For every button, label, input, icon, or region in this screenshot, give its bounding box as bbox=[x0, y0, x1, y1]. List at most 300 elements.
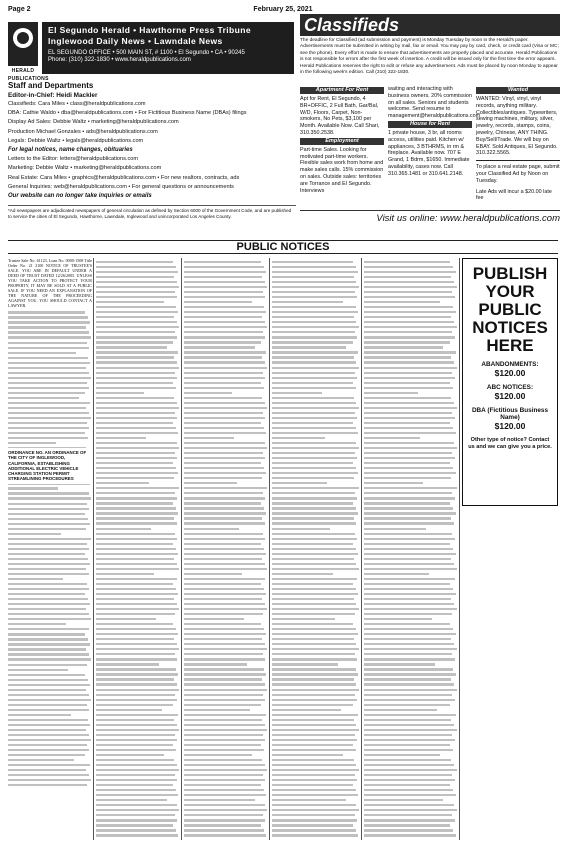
staff-row: Legals: Debbie Waltz • legals@heraldpublications.com bbox=[8, 137, 144, 144]
notice-text-line bbox=[364, 276, 451, 278]
ad-apartment: Apt for Rent, El Segundo, 4 BR+OFFIC, 2 Full Bath, Gar/Bal, W/D, Floors, Carpet, Non-smokers, No Pets, $3,100 per Month. Available Now. Call Shari, 310.350.2538. bbox=[300, 96, 380, 136]
notice-text-line bbox=[8, 513, 85, 515]
notice-text-line bbox=[364, 296, 455, 298]
notice-text-line bbox=[96, 321, 177, 323]
notice-text-line bbox=[272, 739, 357, 741]
notice-text-line bbox=[184, 437, 234, 439]
notice-text-line bbox=[272, 754, 343, 756]
notice-text-line bbox=[96, 809, 179, 811]
notice-text-line bbox=[184, 608, 267, 610]
notice-text-line bbox=[184, 316, 262, 318]
notice-text-line bbox=[184, 507, 264, 509]
notice-text-line bbox=[96, 382, 173, 384]
notice-text-line bbox=[8, 618, 91, 620]
notice-text-line bbox=[272, 668, 356, 670]
notice-text-line bbox=[364, 341, 450, 343]
ad-employment-cont: waiting and interacting with business owners. 20% commission on all sales. Seniors and students welcome. Send resume to management@heraldpublications.com bbox=[388, 86, 481, 120]
notice-text-line bbox=[272, 286, 359, 288]
masthead-papers-line2: Inglewood Daily News • Lawndale News bbox=[48, 36, 223, 46]
staff-row: DBA: Cathie Waldo • dba@heraldpublications.com • For Fictitious Business Name (DBAs) filings bbox=[8, 110, 247, 117]
notice-text-line bbox=[272, 452, 355, 454]
notice-text-line bbox=[272, 497, 357, 499]
notice-text-line bbox=[8, 588, 89, 590]
notice-text-line bbox=[96, 482, 149, 484]
notice-text-line bbox=[364, 286, 457, 288]
notice-text-line bbox=[364, 754, 440, 756]
notice-text-line bbox=[272, 512, 358, 514]
place-ad-note: To place a real estate page, submit your Classified Ad by Noon on Tuesday. bbox=[476, 164, 560, 184]
notice-text-line bbox=[96, 724, 177, 726]
notice-text-line bbox=[272, 779, 357, 781]
notice-text-line bbox=[96, 658, 177, 660]
notice-text-line bbox=[364, 714, 456, 716]
notice-text-line bbox=[272, 533, 355, 535]
notice-text-line bbox=[272, 492, 355, 494]
notice-text-line bbox=[96, 608, 179, 610]
notice-text-line bbox=[272, 784, 353, 786]
notice-text-line bbox=[364, 306, 453, 308]
notice-text-line bbox=[184, 402, 265, 404]
notice-text-line bbox=[96, 683, 177, 685]
notice-text-line bbox=[96, 709, 162, 711]
notice-text-line bbox=[96, 699, 177, 701]
notice-text-line bbox=[364, 819, 455, 821]
notice-text-line bbox=[272, 729, 359, 731]
notice-text-line bbox=[8, 362, 90, 364]
notice-text-line bbox=[364, 633, 456, 635]
notice-text-line bbox=[184, 643, 265, 645]
notice-text-line bbox=[96, 814, 175, 816]
notice-text-line bbox=[272, 477, 354, 479]
notice-text-line bbox=[8, 603, 90, 605]
notice-text-line bbox=[364, 457, 455, 459]
notice-text-line bbox=[96, 678, 174, 680]
notice-text-line bbox=[184, 819, 265, 821]
notice-text-line bbox=[96, 507, 176, 509]
notice-text-line bbox=[8, 387, 89, 389]
notice-text-line bbox=[272, 643, 356, 645]
notice-text-line bbox=[96, 538, 177, 540]
notice-text-line bbox=[364, 744, 450, 746]
notice-text-line bbox=[272, 714, 358, 716]
notice-text-line bbox=[96, 779, 177, 781]
notice-text-line bbox=[8, 347, 89, 349]
notice-text-line bbox=[8, 553, 85, 555]
notice-text-line bbox=[96, 402, 177, 404]
staff-row: General Inquiries: web@heraldpublications.com • For general questions or announcements bbox=[8, 183, 234, 190]
notice-text-line bbox=[184, 417, 265, 419]
notice-text-line bbox=[184, 804, 265, 806]
notice-text-line bbox=[272, 427, 356, 429]
notice-text-line bbox=[96, 432, 178, 434]
notice-text-line bbox=[8, 749, 89, 751]
notice-text-line bbox=[8, 593, 85, 595]
notice-text-line bbox=[8, 357, 88, 359]
classifieds-intro: The deadline for Classified (ad submission and payment) is Monday Tuesday by noon in the Herald's paper. Advertisements must be submitted in writing by mail, fax or email. You may pay by card, check, or credit card (Visa or MC; see the phone). Every effort is made to ensure that advertisements are properly placed and accurate. Herald Publications is not responsible for errors after the first week of insertion. A credit will be issued only for the first time the error appears. Herald Publications reserves the right to edit or refuse any advertisement. Ads must be placed by noon Monday to appear in the following week's edition. Call (310) 322-1830. bbox=[300, 38, 559, 76]
notice-text-line bbox=[364, 673, 456, 675]
abc-price: $120.00 bbox=[494, 391, 526, 401]
notice-text-line bbox=[184, 492, 263, 494]
notice-text-line bbox=[184, 367, 267, 369]
notice-text-line bbox=[272, 769, 359, 771]
notice-text-line bbox=[96, 417, 177, 419]
classifieds-col-1 bbox=[300, 86, 384, 194]
notice-text-line bbox=[8, 648, 86, 650]
notice-text-line bbox=[272, 683, 356, 685]
notice-text-line bbox=[184, 553, 266, 555]
notice-text-line bbox=[364, 311, 456, 313]
notice-text-line bbox=[272, 834, 358, 836]
ad-wanted: WANTED: Vinyl, vinyl, vinyl records, anything military. Collectibles/antiques. Typewriters, sewing machines, military, silver, jewelry, records, stamps, coins, jewelry, Chinese, ANY THING. Buy/Sell/Trade. We will buy on EBAY. Sold Antiques, El Segundo. 310.322.5565. bbox=[476, 96, 558, 157]
notice-text-line bbox=[272, 467, 356, 469]
notice-text-line bbox=[184, 487, 267, 489]
adjudication-note: *Ad newspapers are adjudicated newspapers of general circulation as defined by Section 6000 of the Government Code, and are published to service the cities of El Segundo, Hawthorne, Lawndale, Inglewood and unincorporated Los Angeles County. bbox=[8, 205, 296, 220]
notice-text-line bbox=[184, 583, 261, 585]
staff-heading: Staff and Departments bbox=[8, 81, 94, 90]
notice-text-line bbox=[184, 668, 264, 670]
notice-text-line bbox=[8, 658, 91, 660]
notice-text-line bbox=[8, 769, 86, 771]
notice-text-line bbox=[184, 502, 261, 504]
notice-text-line bbox=[364, 331, 452, 333]
notice-text-line bbox=[96, 407, 179, 409]
notice-text-line bbox=[272, 367, 359, 369]
notice-text-line bbox=[96, 749, 176, 751]
notice-text-line bbox=[184, 482, 237, 484]
notice-text-line bbox=[184, 276, 262, 278]
notice-text-line bbox=[8, 568, 86, 570]
notice-text-line bbox=[184, 271, 266, 273]
notice-text-line bbox=[364, 291, 452, 293]
notice-text-line bbox=[8, 729, 86, 731]
notice-text-line bbox=[96, 472, 178, 474]
notice-text-line bbox=[96, 467, 176, 469]
notice-text-line bbox=[364, 709, 437, 711]
notice-text-line bbox=[364, 517, 451, 519]
notice-text-line bbox=[184, 653, 263, 655]
notice-column-5 bbox=[364, 258, 458, 840]
notice-text-line bbox=[364, 512, 456, 514]
notice-text-line bbox=[8, 523, 90, 525]
notice-text-line bbox=[364, 563, 454, 565]
notice-text-line bbox=[184, 699, 265, 701]
notice-text-line bbox=[184, 754, 252, 756]
notice-text-line bbox=[8, 367, 86, 369]
notice-text-line bbox=[96, 819, 177, 821]
notice-text-line bbox=[272, 326, 359, 328]
notice-text-line bbox=[8, 714, 71, 716]
notice-text-line bbox=[96, 764, 177, 766]
publish-notices-ad bbox=[462, 258, 558, 506]
notice-text-line bbox=[184, 397, 262, 399]
notice-text-line bbox=[272, 507, 356, 509]
notice-text-line bbox=[8, 342, 87, 344]
notice-text-line bbox=[8, 674, 85, 676]
notice-text-line bbox=[8, 528, 86, 530]
notice-text-line bbox=[96, 276, 174, 278]
notice-text-line bbox=[364, 668, 453, 670]
notice-text-line bbox=[272, 704, 353, 706]
notice-text-line bbox=[364, 321, 454, 323]
notice-text-line bbox=[8, 779, 91, 781]
notice-text-line bbox=[364, 492, 452, 494]
notice-text-line bbox=[184, 744, 261, 746]
notice-text-line bbox=[184, 789, 264, 791]
notice-text-line bbox=[184, 341, 261, 343]
notice-text-line bbox=[184, 593, 266, 595]
notice-text-line bbox=[272, 517, 354, 519]
notice-text-line bbox=[184, 452, 263, 454]
notice-text-line bbox=[8, 774, 89, 776]
notice-text-line bbox=[8, 518, 88, 520]
notice-text-line bbox=[272, 598, 354, 600]
notice-text-line bbox=[184, 613, 263, 615]
notice-text-line bbox=[272, 296, 357, 298]
notice-text-line bbox=[8, 694, 89, 696]
notice-text-line bbox=[184, 261, 261, 263]
notice-text-line bbox=[364, 356, 451, 358]
notice-text-line bbox=[8, 427, 89, 429]
notice-text-line bbox=[364, 462, 450, 464]
notice-text-line bbox=[8, 784, 87, 786]
notice-text-line bbox=[364, 613, 452, 615]
notice-text-line bbox=[272, 522, 356, 524]
masthead bbox=[42, 22, 294, 74]
notice-text-line bbox=[364, 482, 423, 484]
notice-text-line bbox=[184, 311, 266, 313]
notice-text-line bbox=[364, 417, 455, 419]
notice-text-line bbox=[8, 573, 89, 575]
notice-text-line bbox=[184, 538, 265, 540]
notice-text-line bbox=[96, 804, 177, 806]
notice-text-line bbox=[96, 543, 173, 545]
notice-text-line bbox=[364, 316, 451, 318]
notice-text-line bbox=[364, 618, 432, 620]
notice-text-line bbox=[184, 412, 263, 414]
notice-text-line bbox=[96, 452, 175, 454]
notice-text-line bbox=[96, 387, 176, 389]
notice-text-line bbox=[364, 593, 456, 595]
notice-text-line bbox=[364, 487, 457, 489]
notice-text-line bbox=[8, 598, 88, 600]
notice-text-line bbox=[184, 734, 263, 736]
notice-text-line bbox=[8, 508, 89, 510]
notice-text-line bbox=[8, 679, 88, 681]
notice-text-line bbox=[272, 829, 356, 831]
notice-text-line bbox=[184, 306, 264, 308]
logo-text-herald: HERALD bbox=[11, 68, 35, 74]
notice-text-line bbox=[364, 719, 451, 721]
notice-text-line bbox=[364, 638, 451, 640]
notice-text-line bbox=[96, 397, 174, 399]
notice-text-line bbox=[272, 261, 353, 263]
notice-text-line bbox=[364, 301, 440, 303]
notice-text-line bbox=[184, 779, 265, 781]
section-house: House for Rent bbox=[388, 121, 472, 128]
notice-text-line bbox=[272, 346, 346, 348]
notice-text-line bbox=[364, 497, 455, 499]
notice-text-line bbox=[8, 689, 86, 691]
staff-row: Display Ad Sales: Debbie Waltz • marketing@heraldpublications.com bbox=[8, 119, 179, 126]
herald-logo bbox=[8, 22, 49, 82]
notice-text-line bbox=[184, 346, 255, 348]
notice-column-3 bbox=[184, 258, 268, 840]
notice-text-line bbox=[96, 633, 178, 635]
notice-text-line bbox=[96, 392, 144, 394]
notice-text-line bbox=[364, 678, 451, 680]
notice-text-line bbox=[272, 321, 356, 323]
notice-text-line bbox=[364, 361, 454, 363]
notice-text-line bbox=[364, 407, 457, 409]
notice-text-line bbox=[364, 467, 453, 469]
notice-text-line bbox=[96, 719, 174, 721]
notice-text-line bbox=[96, 628, 176, 630]
notice-text-line bbox=[96, 326, 179, 328]
notice-text-line bbox=[184, 724, 265, 726]
notice-text-line bbox=[364, 824, 450, 826]
notice-text-line bbox=[184, 648, 267, 650]
notice-text-line bbox=[364, 729, 457, 731]
notice-text-line bbox=[184, 548, 264, 550]
notice-text-line bbox=[96, 799, 167, 801]
notice-text-line bbox=[96, 603, 177, 605]
notice-text-line bbox=[184, 442, 265, 444]
notice-text-line bbox=[272, 538, 357, 540]
notice-text-line bbox=[184, 694, 263, 696]
notice-text-line bbox=[364, 588, 453, 590]
notice-text-line bbox=[272, 699, 357, 701]
notice-text-line bbox=[184, 618, 244, 620]
notice-text-line bbox=[8, 417, 91, 419]
masthead-papers-line1: El Segundo Herald • Hawthorne Press Tribune bbox=[48, 25, 251, 35]
staff-row: Production Michael Gonzales • ads@heraldpublications.com bbox=[8, 128, 158, 135]
notice-text-line bbox=[96, 522, 177, 524]
notice-text-line bbox=[184, 573, 242, 575]
notice-text-line bbox=[272, 311, 358, 313]
notice-text-line bbox=[364, 553, 456, 555]
notice-text-line bbox=[96, 341, 173, 343]
notice-text-line bbox=[364, 809, 457, 811]
notice-text-line bbox=[364, 573, 429, 575]
notice-text-line bbox=[364, 653, 452, 655]
notice-text-line bbox=[184, 568, 267, 570]
notice-text-line bbox=[272, 789, 356, 791]
notice-text-line bbox=[272, 266, 356, 268]
notice-text-line bbox=[8, 492, 89, 494]
notice-text-line bbox=[364, 442, 454, 444]
notice-text-line bbox=[184, 824, 261, 826]
notice-text-line bbox=[184, 563, 265, 565]
notice-text-line bbox=[272, 724, 356, 726]
notice-text-line bbox=[8, 336, 91, 338]
notice-text-line bbox=[96, 794, 178, 796]
section-employment: Employment bbox=[300, 138, 384, 145]
notice-text-line bbox=[8, 664, 87, 666]
visit-online-link[interactable]: Visit us online: www.heraldpublications.com bbox=[300, 210, 560, 226]
notice-text-line bbox=[8, 699, 91, 701]
notice-text-line bbox=[364, 804, 454, 806]
notice-text-line bbox=[96, 739, 177, 741]
abc-label: ABC NOTICES: bbox=[486, 384, 534, 391]
notice-text-line bbox=[364, 689, 457, 691]
notice-text-line bbox=[184, 356, 262, 358]
notice-text-line bbox=[184, 522, 265, 524]
notice-text-line bbox=[184, 382, 261, 384]
notice-text-line bbox=[96, 266, 176, 268]
notice-text-line bbox=[272, 824, 353, 826]
ordinance-heading: ORDINANCE NO. AN ORDINANCE OF THE CITY OF INGLEWOOD, CALIFORNIA, ESTABLISHING ADDITIONAL ELECTRIC VEHICLE CHARGING STATION PERMIT STREAMLINING PROCEDURES bbox=[8, 448, 92, 484]
notice-text-line bbox=[96, 533, 175, 535]
notice-text-line bbox=[96, 829, 176, 831]
notice-text-line bbox=[8, 487, 58, 489]
notice-text-line bbox=[184, 361, 265, 363]
notice-text-line bbox=[184, 729, 267, 731]
notice-text-line bbox=[364, 477, 451, 479]
notice-text-line bbox=[184, 331, 263, 333]
notice-text-line bbox=[96, 558, 174, 560]
notice-text-line bbox=[184, 814, 263, 816]
notice-text-line bbox=[272, 573, 333, 575]
notice-text-line bbox=[272, 356, 354, 358]
notice-text-line bbox=[184, 769, 267, 771]
notice-text-line bbox=[96, 663, 159, 665]
notice-text-line bbox=[364, 774, 452, 776]
notice-text-line bbox=[96, 492, 175, 494]
notice-text-line bbox=[184, 784, 261, 786]
notice-text-line bbox=[8, 709, 89, 711]
notice-text-line bbox=[272, 583, 353, 585]
notice-text-line bbox=[364, 387, 453, 389]
notice-text-line bbox=[8, 372, 89, 374]
late-fee-note: Late Ads will incur a $20.00 late fee bbox=[476, 188, 552, 202]
section-apartment: Apartment For Rent bbox=[300, 87, 384, 94]
notice-text-line bbox=[272, 422, 353, 424]
notice-text-line bbox=[184, 351, 266, 353]
staff-row: Marketing: Debbie Waltz • marketing@heraldpublications.com bbox=[8, 165, 162, 172]
notice-text-line bbox=[184, 266, 264, 268]
notice-text-line bbox=[364, 643, 454, 645]
notice-text-line bbox=[8, 437, 88, 439]
notice-text-line bbox=[272, 794, 358, 796]
notice-text-line bbox=[364, 734, 452, 736]
notice-text-line bbox=[96, 528, 151, 530]
notice-text-line bbox=[8, 653, 89, 655]
notice-text-line bbox=[272, 271, 358, 273]
trustee-sale-notice: Trustee Sale No. 61123, Loan No. 0000-1508 Title Order No. 21 2100 NOTICE OF TRUSTEE'S SALE. YOU ARE IN DEFAULT UNDER A DEED OF TRUST DATED 12/26/2005. UNLESS YOU TAKE ACTION TO PROTECT YOUR PROPERTY, IT MAY BE SOLD AT A PUBLIC SALE. IF YOU NEED AN EXPLANATION OF THE NATURE OF THE PROCEEDING AGAINST YOU, YOU SHOULD CONTACT A LAWYER. bbox=[8, 258, 92, 309]
notice-text-line bbox=[8, 633, 85, 635]
notice-text-line bbox=[8, 583, 87, 585]
notice-text-line bbox=[184, 427, 264, 429]
notice-text-line bbox=[272, 658, 357, 660]
notice-text-line bbox=[96, 316, 174, 318]
notice-text-line bbox=[272, 487, 359, 489]
notice-text-line bbox=[364, 422, 450, 424]
notice-text-line bbox=[184, 714, 266, 716]
notice-text-line bbox=[184, 628, 264, 630]
notice-text-line bbox=[8, 402, 90, 404]
notice-text-line bbox=[184, 512, 266, 514]
notice-text-line bbox=[184, 336, 265, 338]
notice-text-line bbox=[272, 336, 357, 338]
notice-text-line bbox=[96, 346, 167, 348]
notice-text-line bbox=[272, 734, 355, 736]
notice-text-line bbox=[184, 678, 262, 680]
notice-text-line bbox=[272, 407, 359, 409]
notice-text-line bbox=[96, 502, 173, 504]
classifieds-col-2 bbox=[388, 86, 481, 178]
notice-text-line bbox=[184, 467, 264, 469]
notice-text-line bbox=[96, 462, 173, 464]
